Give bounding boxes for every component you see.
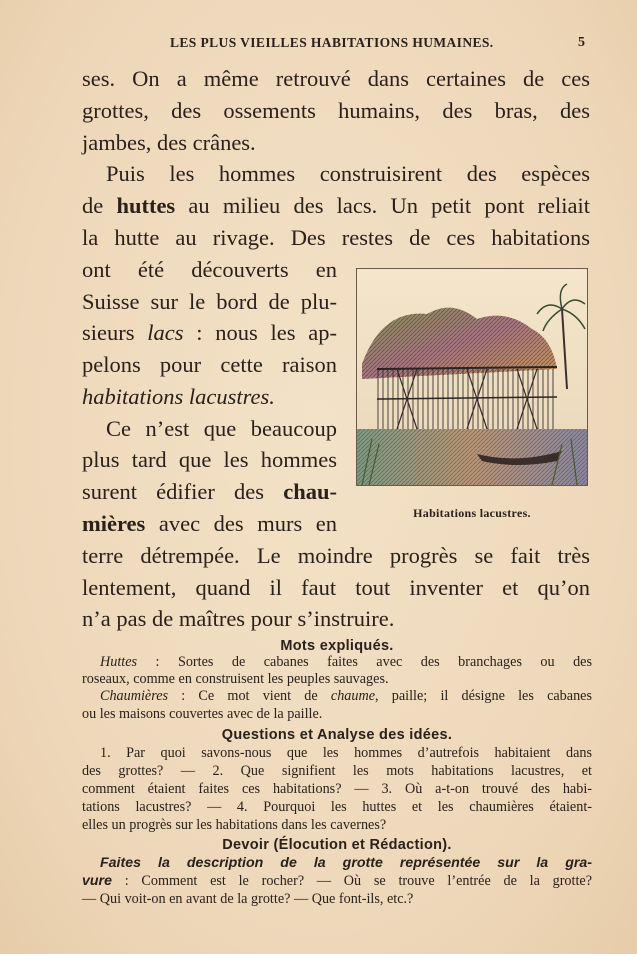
body-line: sieurs lacs : nous les ap-	[82, 320, 338, 345]
body-line: ses. On a même retrouvé dans certaines de ces	[82, 66, 590, 91]
engraving-figure	[356, 268, 588, 486]
body-line: surent édifier des chau-	[82, 479, 337, 504]
mots-expliques-title: Mots expliqués.	[280, 638, 394, 654]
body-line: Puis les hommes construisirent des espèces	[106, 161, 590, 186]
page-number: 5	[578, 35, 585, 50]
body-line: terre détrempée. Le moindre progrès se fait très	[82, 543, 590, 568]
body-line: Ce n’est que beaucoup	[106, 416, 337, 441]
question-line: elles un progrès sur les habitations dans les cavernes?	[82, 817, 387, 833]
body-line: de huttes au milieu des lacs. Un petit pont reliait	[82, 193, 590, 218]
devoir-line: vure : Comment est le rocher? — Où se trouve l’entrée de la grotte?	[82, 873, 593, 889]
body-line: jambes, des crânes.	[82, 130, 256, 155]
term-habitations-lacustres: habitations lacustres.	[82, 384, 275, 409]
running-head-title: LES PLUS VIEILLES HABITATIONS HUMAINES.	[170, 35, 494, 50]
question-line: tations lacustres? — 4. Pourquoi les huttes et les chaumières étaient-	[82, 799, 592, 815]
body-line: pelons pour cette raison	[82, 352, 337, 377]
running-head	[0, 35, 637, 55]
question-line: 1. Par quoi savons-nous que les hommes d’autrefois habitaient dans	[100, 745, 592, 761]
body-line: n’a pas de maîtres pour s’instruire.	[82, 606, 395, 631]
body-line: grottes, des ossements humains, des bras, des	[82, 98, 590, 123]
definition-huttes: Huttes : Sortes de cabanes faites avec des branchages ou des	[100, 654, 593, 670]
lake-dwellings-drawing	[357, 269, 587, 485]
devoir-title: Devoir (Élocution et Rédaction).	[222, 837, 452, 853]
questions-title: Questions et Analyse des idées.	[221, 727, 453, 743]
term-lacs: lacs	[147, 320, 184, 345]
term-huttes: huttes	[116, 193, 176, 218]
body-line: ont été découverts en	[82, 257, 337, 282]
body-line: lentement, quand il faut tout inventer et qu’on	[82, 575, 590, 600]
devoir-line: Faites la description de la grotte représentée sur la gra-	[100, 855, 592, 871]
question-line: comment étaient faites ces habitations? — 3. Où a-t-on trouvé des habi-	[82, 781, 592, 797]
term-chaumieres: chau-	[283, 479, 337, 504]
body-line: la hutte au rivage. Des restes de ces habitations	[82, 225, 590, 250]
definition-line: ou les maisons couvertes avec de la paille.	[82, 706, 323, 722]
devoir-line: — Qui voit-on en avant de la grotte? — Que font-ils, etc.?	[82, 891, 414, 907]
definition-line: roseaux, comme en construisent les peuples sauvages.	[82, 671, 389, 687]
lake-dwellings-illustration	[356, 268, 588, 486]
definition-chaumieres: Chaumières : Ce mot vient de chaume, paille; il désigne les cabanes	[100, 688, 592, 704]
body-line: Suisse sur le bord de plu-	[82, 289, 337, 314]
question-line: des grottes? — 2. Que signifient les mots habitations lacustres, et	[82, 763, 592, 779]
body-line: mières avec des murs en	[82, 511, 337, 536]
figure-caption: Habitations lacustres.	[413, 506, 531, 520]
body-line: plus tard que les hommes	[82, 447, 337, 472]
